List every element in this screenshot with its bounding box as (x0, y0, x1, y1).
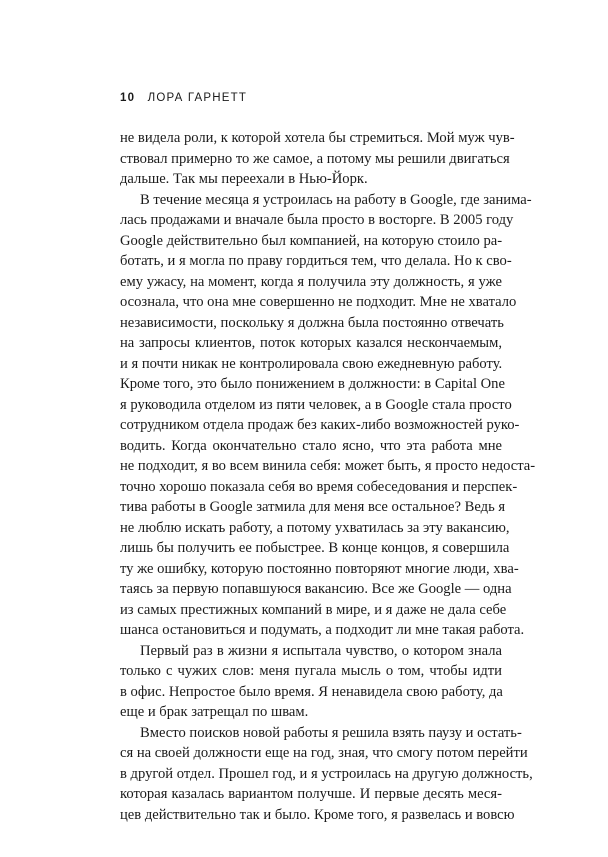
text-line: и я почти никак не контролировала свою ежедневную работу. (120, 355, 503, 372)
text-line: только с чужих слов: меня пугала мысль о том, чтобы идти (120, 663, 502, 679)
text-line: не видела роли, к которой хотела бы стремиться. Мой муж чув- (120, 130, 515, 146)
text-line: ботать, и я могла по праву гордиться тем, что делала. Но к сво- (120, 253, 512, 269)
text-line: В течение месяца я устроилась на работу в Google, где занима- (140, 191, 532, 208)
author-name: ЛОРА ГАРНЕТТ (147, 92, 248, 104)
text-line: дальше. Так мы переехали в Нью-Йорк. (120, 171, 368, 187)
text-line: Google действительно был компанией, на которую стоило ра- (120, 232, 503, 249)
text-line: лишь бы получить ее побыстрее. В конце концов, я совершила (120, 540, 510, 556)
text-line: точно хорошо показала себя во время собеседования и перспек- (120, 478, 518, 495)
text-line: из самых престижных компаний в мире, и я даже не дала себе (120, 601, 507, 618)
text-line: в офис. Непростое было время. Я ненавидела свою работу, да (120, 683, 503, 700)
text-line: не люблю искать работу, а потому ухватилась за эту вакансию, (120, 519, 510, 536)
text-line: которая казалась вариантом получше. И первые десять меся- (120, 786, 502, 802)
text-line: осознала, что она мне совершенно не подходит. Мне не хватало (120, 294, 517, 310)
text-line: независимости, поскольку я должна была постоянно отвечать (120, 314, 504, 331)
paragraph (120, 723, 533, 826)
text-line: Кроме того, это было понижением в должности: в Capital One (120, 376, 505, 392)
text-line: ся на своей должности еще на год, зная, что смогу потом перейти (120, 745, 528, 761)
text-line: цев действительно так и было. Кроме того, я развелась и вовсю (120, 806, 515, 823)
text-line: ствовал примерно то же самое, а потому мы решили двигаться (120, 150, 510, 167)
text-line: ему ужасу, на момент, когда я получила эту должность, я уже (120, 273, 502, 290)
paragraph (120, 190, 536, 641)
text-line: ту же ошибку, которую постоянно повторяют многие люди, хва- (120, 560, 519, 577)
text-line: на запросы клиентов, поток которых казался нескончаемым, (120, 335, 502, 351)
text-line: тива работы в Google затмила для меня все остальное? Ведь я (120, 499, 506, 515)
running-head (120, 92, 247, 104)
text-line: лась продажами и вначале была просто в восторге. В 2005 году (120, 212, 514, 228)
text-line: шанса остановиться и подумать, а подходит ли мне такая работа. (120, 622, 525, 638)
text-line: еще и брак затрещал по швам. (120, 704, 309, 720)
text-line: сотрудником отдела продаж без каких-либо возможностей руко- (120, 417, 520, 433)
text-line: таясь за первую попавшуюся вакансию. Все же Google — одна (120, 581, 512, 597)
text-line: в другой отдел. Прошел год, и я устроилась на другую должность, (120, 765, 533, 782)
text-line: я руководила отделом из пяти человек, а в Google стала просто (120, 396, 512, 413)
text-line: Вместо поисков новой работы я решила взять паузу и остать- (140, 724, 522, 741)
body-text (120, 128, 536, 825)
text-line: не подходит, я во всем винила себя: может быть, я просто недоста- (120, 458, 536, 474)
page-number: 10 (120, 92, 136, 104)
paragraph (120, 128, 515, 190)
text-line: водить. Когда окончательно стало ясно, что эта работа мне (120, 437, 502, 454)
paragraph (120, 641, 502, 723)
text-line: Первый раз в жизни я испытала чувство, о котором знала (140, 642, 502, 659)
